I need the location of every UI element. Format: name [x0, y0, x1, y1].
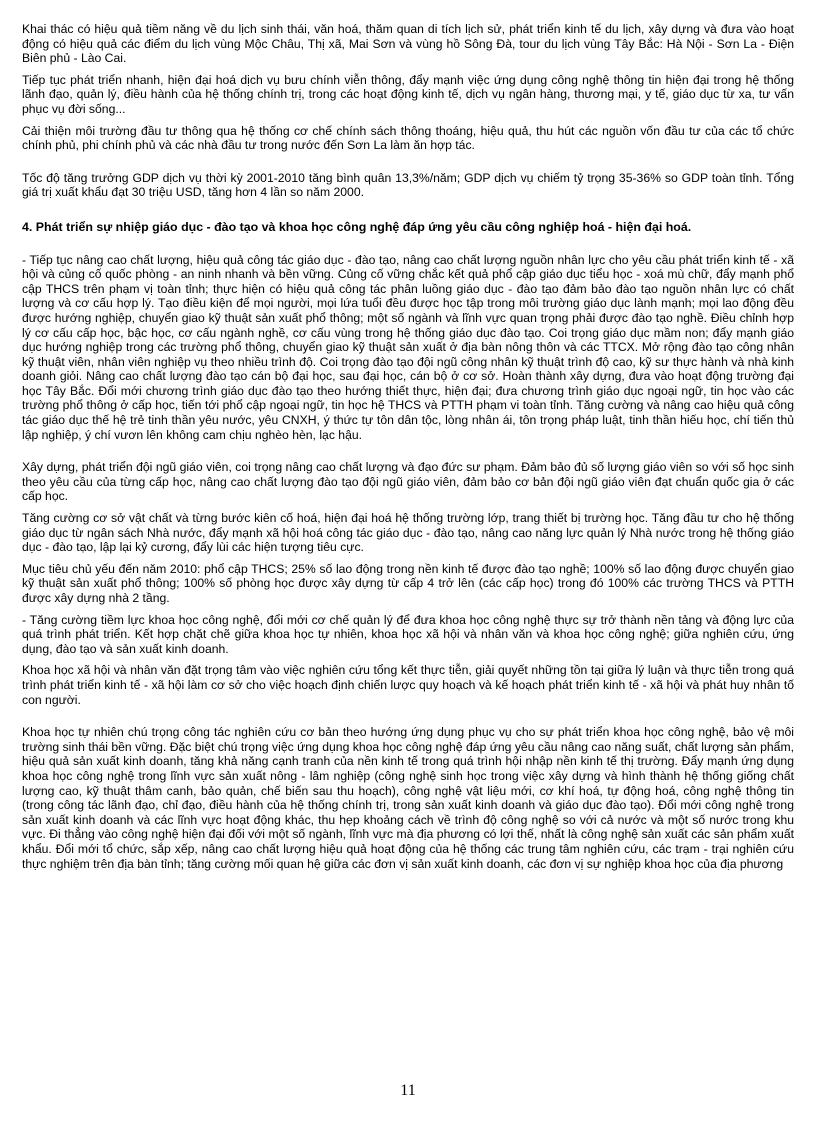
paragraph-gdp-growth: Tốc độ tăng trưởng GDP dịch vụ thời kỳ 2001-2010 tăng bình quân 13,3%/năm; GDP dịch vụ chiếm tỷ trọng 35-36% so GDP toàn tỉnh. Tổng giá trị xuất khẩu đạt 30 triệu USD, tăng hơn 4 lần so năm 2000.	[22, 170, 794, 200]
paragraph-social-science: Khoa học xã hội và nhân văn đặt trọng tâm vào việc nghiên cứu tổng kết thực tiễn, giải quyết những tồn tại giữa lý luận và thực tiễn trong quá trình phát triển kinh tế - xã hội làm cơ sở cho việc hoạch định chiến lược quy hoạch và kế hoạch phát triển kinh tế - xã hội và phát huy nhân tố con người.	[22, 663, 794, 707]
paragraph-targets-2010: Mục tiêu chủ yếu đến năm 2010: phổ cập THCS; 25% số lao động trong nền kinh tế được đào tạo nghề; 100% số lao động được chuyển giao kỹ thuật sản xuất phổ thông; 100% số phòng học được xây dựng từ cấp 4 trở lên (các cấp học) trong đó 100% các trường THCS và PTTH được xây dựng nhà 2 tầng.	[22, 561, 794, 605]
paragraph-natural-science: Khoa học tự nhiên chú trọng công tác nghiên cứu cơ bản theo hướng ứng dụng phục vụ cho sự phát triển khoa học công nghệ, bảo vệ môi trường sinh thái bền vững. Đặc biệt chú trọng việc ứng dụng khoa học công nghệ đáp ứng yêu cầu nâng cao năng suất, chất lượng sản phẩm, hiệu quả sản xuất kinh doanh, tăng khả năng cạnh tranh của nền kinh tế trong quá trình hội nhập nền kinh tế thị trường. Đẩy mạnh ứng dụng khoa học công nghệ trong lĩnh vực sản xuất nông - lâm nghiệp (công nghệ sinh học trong việc xây dựng và hình thành hệ thống giống chất lượng cao, kỹ thuật thâm canh, bảo quản, chế biến sau thu hoạch), công nghệ vật liệu mới, cơ khí hoá, tự động hoá, công nghệ thông tin (trong công tác lãnh đạo, chỉ đạo, điều hành của hệ thống chính trị, trong sản xuất kinh doanh và giáo dục đào tạo). Đổi mới công nghệ trong sản xuất kinh doanh và các lĩnh vực hoạt động khác, thu hẹp khoảng cách về trình độ công nghệ so với cả nước và một số nước trong khu vực. Đi thẳng vào công nghệ hiện đại đối với một số ngành, lĩnh vực mà địa phương có lợi thế, nhất là công nghệ sản xuất các sản phẩm xuất khẩu. Đổi mới tổ chức, sắp xếp, nâng cao chất lượng hiệu quả hoạt động của hệ thống các trung tâm nghiên cứu, các trạm - trại nghiên cứu thực nghiệm trên địa bàn tỉnh; tăng cường mối quan hệ giữa các đơn vị sản xuất kinh doanh, các đơn vị sự nghiệp khoa học của địa phương	[22, 725, 794, 871]
document-page	[22, 22, 794, 878]
paragraph-tourism: Khai thác có hiệu quả tiềm năng về du lịch sinh thái, văn hoá, thăm quan di tích lịch sử, phát triển kinh tế du lịch, xây dựng và đưa vào hoạt động có hiệu quả các điểm du lịch vùng Mộc Châu, Thị xã, Mai Sơn và vùng hồ Sông Đà, tour du lịch vùng Tây Bắc: Hà Nội - Sơn La - Điện Biên phủ - Lào Cai.	[22, 22, 794, 66]
paragraph-teachers: Xây dựng, phát triển đội ngũ giáo viên, coi trọng nâng cao chất lượng và đạo đức sư phạm. Đảm bảo đủ số lượng giáo viên so với số học sinh theo yêu cầu của từng cấp học, nâng cao chất lượng đào tạo đội ngũ giáo viên, đảm bảo cơ bản đội ngũ giáo viên đạt chuẩn quốc gia ở các cấp học.	[22, 460, 794, 504]
page-number: 11	[400, 1082, 416, 1099]
section-heading: 4. Phát triển sự nhiệp giáo dục - đào tạo và khoa học công nghệ đáp ứng yêu cầu công nghiệp hoá - hiện đại hoá.	[22, 219, 692, 234]
paragraph-telecom: Tiếp tục phát triển nhanh, hiện đại hoá dịch vụ bưu chính viễn thông, đẩy mạnh việc ứng dụng công nghệ thông tin hiện đại trong hệ thống lãnh đạo, quản lý, điều hành của hệ thống chính trị, trong các hoạt động kinh tế, dịch vụ ngân hàng, thương mại, y tế, giáo dục từ xa, tư vấn phục vụ đời sống...	[22, 72, 794, 116]
paragraph-investment: Cải thiện môi trường đầu tư thông qua hệ thống cơ chế chính sách thông thoáng, hiệu quả, thu hút các nguồn vốn đầu tư của các tổ chức chính phủ, phi chính phủ và các nhà đầu tư trong nước đến Sơn La làm ăn hợp tác.	[22, 123, 794, 153]
paragraph-facilities: Tăng cường cơ sở vật chất và từng bước kiên cố hoá, hiện đại hoá hệ thống trường lớp, trang thiết bị trường học. Tăng đầu tư cho hệ thống giáo dục từ ngân sách Nhà nước, đẩy mạnh xã hội hoá công tác giáo dục - đào tạo, nâng cao năng lực quản lý Nhà nước trong hệ thống giáo dục - đào tạo, lập lại kỷ cương, đẩy lùi các hiện tượng tiêu cực.	[22, 511, 794, 555]
paragraph-science-potential: - Tăng cường tiềm lực khoa học công nghệ, đổi mới cơ chế quản lý để đưa khoa học công nghệ thực sự trở thành nền tảng và động lực của quá trình phát triển. Kết hợp chặt chẽ giữa khoa học tự nhiên, khoa học xã hội và nhân văn và khoa học công nghệ; giữa nghiên cứu, ứng dụng, đào tạo và sản xuất kinh doanh.	[22, 612, 794, 656]
paragraph-education-quality: - Tiếp tục nâng cao chất lượng, hiệu quả công tác giáo dục - đào tạo, nâng cao chất lượng nguồn nhân lực cho yêu cầu phát triển kinh tế - xã hội và củng cố quốc phòng - an ninh nhanh và bền vững. Củng cố vững chắc kết quả phổ cập giáo dục tiểu học - xoá mù chữ, đẩy mạnh phổ cập THCS trên phạm vị toàn tỉnh; thực hiện có hiệu quả công tác phân luồng giáo dục - đào tạo đảm bảo đào tạo nguồn nhân lực có chất lượng và cơ cấu hợp lý. Tạo điều kiện để mọi người, mọi lứa tuổi đều được học tập trong môi trường giáo dục lành mạnh; mọi lao động đều được hướng nghiệp, chuyển giao kỹ thuật sản xuất phổ thông; một số ngành và lĩnh vực quan trọng phải được đào tạo nghề. Điều chỉnh hợp lý cơ cấu cấp học, bậc học, cơ cấu ngành nghề, cơ cấu vùng trong hệ thống giáo dục đào tạo. Coi trọng giáo dục mầm non; đẩy mạnh giáo dục hướng nghiệp trong các trường phổ thông, chuyển giao kỹ thuật sản xuất ở địa bàn nông thôn và các TTCX. Mở rộng đào tạo công nhân kỹ thuật viên, nhân viên nghiệp vụ theo nhiều trình độ. Coi trọng đào tạo đội ngũ công nhân kỹ thuật trình độ cao, kỹ sư thực hành và nhà kinh doanh giỏi. Nâng cao chất lượng đào tạo cán bộ đại học, sau đại học, cán bộ ở cơ sở. Hoàn thành xây dựng, đưa vào hoạt động trường đại học Tây Bắc. Đổi mới chương trình giáo dục đào tạo theo hướng thiết thực, hiện đại; đưa chương trình giáo dục ngoại ngữ, tin học vào các trường phổ thông ở cấp học, tiến tới phổ cập ngoại ngữ, tin học hệ THCS và PTTH phạm vi toàn tỉnh. Tăng cường và nâng cao hiệu quả công tác giáo dục thế hệ trẻ tinh thần yêu nước, yêu CNXH, ý thức tự tôn dân tộc, lòng nhân ái, tôn trọng pháp luật, tinh thần hiếu học, chí tiến thủ lập nghiệp, ý chí vươn lên không cam chịu nghèo hèn, lạc hậu.	[22, 252, 794, 442]
